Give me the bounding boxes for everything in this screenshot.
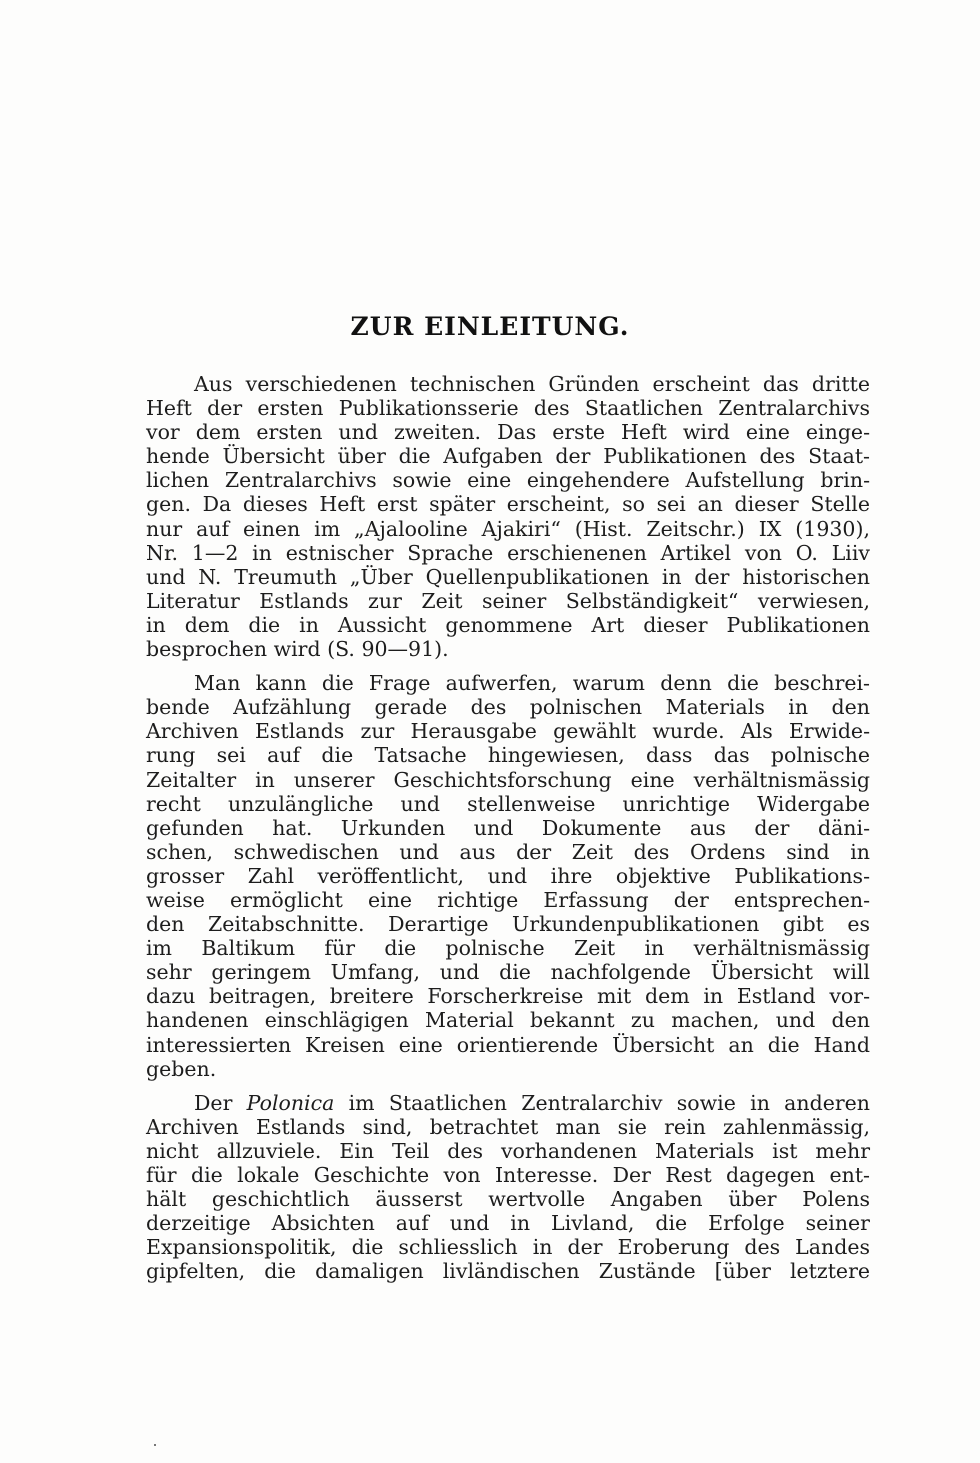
text-line: lichen Zentralarchivs sowie eine eingehendere Aufstellung brin- (146, 468, 870, 493)
text-line: schen, schwedischen und aus der Zeit des Ordens sind in (146, 839, 870, 864)
text-line: nicht allzuviele. Ein Teil des vorhandenen Materials ist mehr (146, 1138, 870, 1163)
text-line: Literatur Estlands zur Zeit seiner Selbständigkeit“ verwiesen, (146, 588, 870, 613)
paragraph-3 (146, 1091, 870, 1284)
text-line: den Zeitabschnitte. Derartige Urkundenpublikationen gibt es (146, 912, 870, 937)
italic-term: Polonica (246, 1090, 335, 1115)
text-line: Expansionspolitik, die schliesslich in der Eroberung des Landes (146, 1235, 870, 1260)
text-line: gen. Da dieses Heft erst später erscheint, so sei an dieser Stelle (146, 492, 870, 517)
text-line: geben. (146, 1056, 217, 1081)
text-line: hende Übersicht über die Aufgaben der Publikationen des Staat- (146, 444, 870, 469)
text-fragment: Der (194, 1090, 247, 1115)
text-line: Man kann die Frage aufwerfen, warum denn die beschrei- (194, 671, 870, 696)
text-line: recht unzulängliche und stellenweise unrichtige Widergabe (146, 791, 870, 816)
text-line: sehr geringem Umfang, und die nachfolgende Übersicht will (146, 960, 870, 985)
text-line: und N. Treumuth „Über Quellenpublikationen in der historischen (146, 564, 870, 589)
text-line: Archiven Estlands zur Herausgabe gewählt wurde. Als Erwide- (146, 719, 870, 744)
text-line: handenen einschlägigen Material bekannt zu machen, und den (146, 1008, 870, 1033)
text-line: derzeitige Absichten auf und in Livland, die Erfolge seiner (146, 1211, 870, 1236)
text-line: hält geschichtlich äusserst wertvolle Angaben über Polens (146, 1187, 870, 1212)
text-line: gipfelten, die damaligen livländischen Zustände [über letztere (146, 1259, 870, 1284)
text-line: Aus verschiedenen technischen Gründen erscheint das dritte (194, 372, 870, 396)
page-title: ZUR EINLEITUNG. (350, 312, 630, 341)
text-line: Heft der ersten Publikationsserie des Staatlichen Zentralarchivs (146, 396, 870, 421)
text-line: Zeitalter in unserer Geschichtsforschung eine verhältnismässig (146, 767, 870, 792)
scan-speck (154, 1444, 156, 1446)
text-line: in dem die in Aussicht genommene Art dieser Publikationen (146, 612, 870, 637)
text-line: Archiven Estlands sind, betrachtet man sie rein zahlenmässig, (146, 1114, 870, 1139)
text-line: im Baltikum für die polnische Zeit in verhältnismässig (146, 936, 870, 961)
text-line: vor dem ersten und zweiten. Das erste Heft wird eine einge- (146, 420, 870, 445)
text-line: gefunden hat. Urkunden und Dokumente aus der däni- (146, 815, 870, 840)
body-text (146, 372, 870, 1283)
text-line: dazu beitragen, breitere Forscherkreise mit dem in Estland vor- (146, 984, 870, 1009)
text-line: besprochen wird (S. 90—91). (146, 637, 449, 662)
text-line: interessierten Kreisen eine orientierende Übersicht an die Hand (146, 1032, 870, 1057)
paragraph-1 (146, 372, 870, 661)
text-fragment: im Staatlichen Zentralarchiv sowie in anderen (334, 1090, 870, 1115)
paragraph-2 (146, 671, 870, 1081)
text-line: rung sei auf die Tatsache hingewiesen, dass das polnische (146, 743, 870, 768)
text-line: grosser Zahl veröffentlicht, und ihre objektive Publikations- (146, 863, 870, 888)
text-line (146, 1091, 870, 1115)
text-line: für die lokale Geschichte von Interesse. Der Rest dagegen ent- (146, 1163, 870, 1187)
text-line: bende Aufzählung gerade des polnischen Materials in den (146, 695, 870, 720)
text-line: nur auf einen im „Ajalooline Ajakiri“ (Hist. Zeitschr.) IX (1930), (146, 516, 870, 541)
text-line: Nr. 1—2 in estnischer Sprache erschienenen Artikel von O. Liiv (146, 540, 870, 565)
text-line: weise ermöglicht eine richtige Erfassung der entsprechen- (146, 887, 870, 912)
